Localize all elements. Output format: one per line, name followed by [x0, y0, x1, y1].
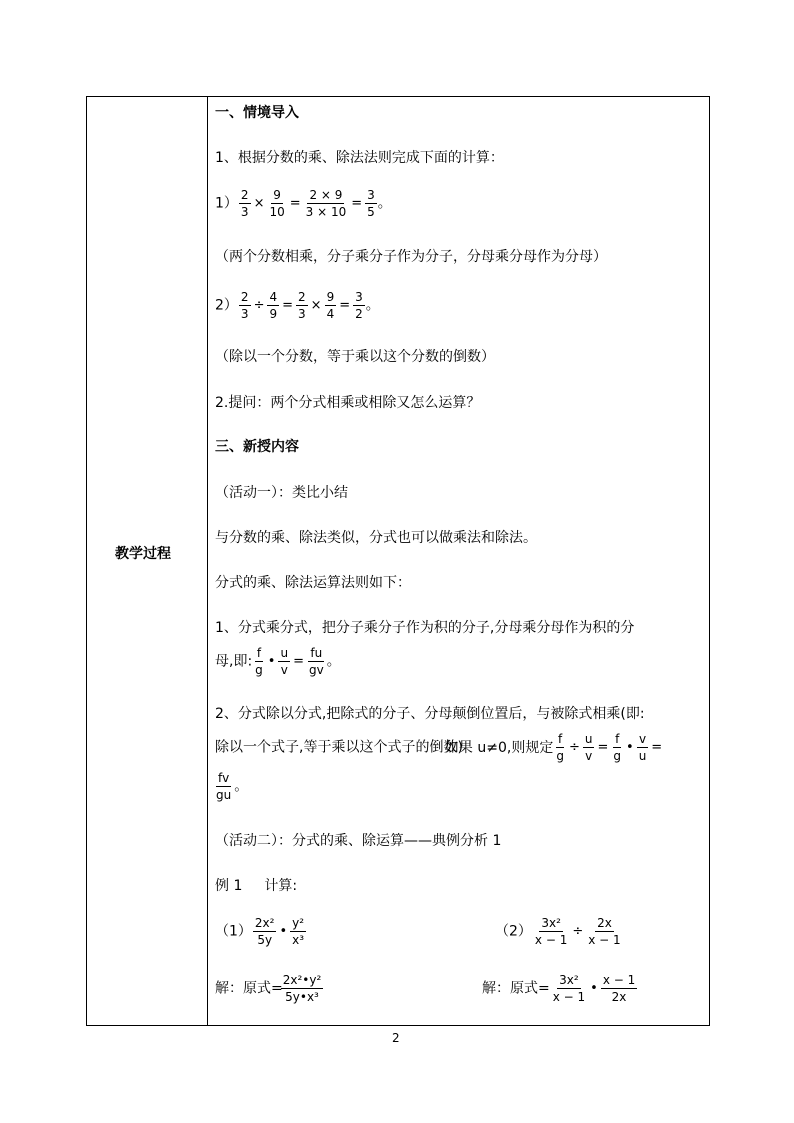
activity-2-title: （活动二）：分式的乘、除运算——典例分析 1 [215, 833, 502, 849]
fraction: $\frac{\text{y²}}{\text{x³}}$ [292, 916, 305, 947]
fraction: $\frac{u}{v}$ [280, 646, 289, 677]
column-divider [207, 96, 208, 1026]
rule-1-line-1: 1、分式乘分式，把分子乘分子作为积的分子,分母乘分母作为积的分 [215, 620, 635, 636]
page-number: 2 [392, 1031, 400, 1045]
fraction: $\frac{f}{g}$ [613, 732, 622, 763]
fraction: $\frac{9}{4}$ [326, 290, 335, 321]
table-frame [86, 96, 710, 1026]
fraction: $\frac{2 \times 9}{3 \times 10}$ [305, 188, 347, 219]
side-label: 教学过程 [115, 546, 171, 562]
fraction: $\frac{fv}{gu}$ [216, 771, 232, 802]
fraction: $\frac{v}{u}$ [638, 732, 647, 763]
fraction: $\frac{\text{3x²}}{x - 1}$ [552, 973, 586, 1004]
example-1-problem: （1） $\frac{\text{2x²}}{5y}$ • $\frac{\text{y²}}{\text{x³}}$ [215, 916, 305, 947]
section-heading-1: 一、情境导入 [215, 105, 299, 121]
activity-1-title: （活动一）：类比小结 [215, 485, 348, 501]
paragraph-2: 分式的乘、除法运算法则如下： [215, 575, 411, 591]
solution-1: 解：原式= $\frac{\text{2x²•y²}}{\text{5y•x³}}$ [215, 973, 322, 1004]
rule-2-result: $\frac{fv}{gu}$ 。 [216, 771, 249, 802]
fraction: $\frac{3}{5}$ [367, 188, 375, 219]
eq2-prefix: 2） [215, 297, 238, 314]
fraction: $\frac{\text{2x²}}{5y}$ [254, 916, 275, 947]
question-text: 2.提问：两个分式相乘或相除又怎么运算？ [215, 395, 481, 411]
note-1: （两个分数相乘，分子乘分子作为分子，分母乘分母作为分母） [215, 249, 607, 265]
rule-2-line-1: 2、分式除以分式,把除式的分子、分母颠倒位置后，与被除式相乘(即: [215, 706, 645, 722]
fraction: $\frac{4}{9}$ [269, 290, 278, 321]
rule-2-line-2: 除以一个式子,等于乘以这个式子的倒数)如果 u≠0,则规定 $\frac{f}{g}$ ÷ $\frac{u}{v}$ = $\frac{f}{g}$ • $\frac{v}{u}$ = [215, 732, 663, 763]
example-2-problem: （2） $\frac{\text{3x²}}{x - 1}$ ÷ $\frac{2x}{x - 1}$ [495, 916, 621, 947]
paragraph-1: 与分数的乘、除法类似，分式也可以做乘法和除法。 [215, 530, 537, 546]
section-heading-3: 三、新授内容 [215, 439, 299, 455]
fraction: $\frac{f}{g}$ [556, 732, 564, 763]
equation-1: 1） $\frac{2}{3}$ × $\frac{9}{10}$ = $\frac{2 \times 9}{3 \times 10}$ = $\frac{3}{5}$ 。 [215, 188, 392, 219]
item-1-text: 1、根据分数的乘、除法法则完成下面的计算： [215, 150, 504, 166]
fraction: $\frac{u}{v}$ [584, 732, 593, 763]
solution-2: 解：原式= $\frac{\text{3x²}}{x - 1}$ • $\frac{x - 1}{2x}$ [482, 973, 636, 1004]
eq1-prefix: 1） [215, 195, 238, 212]
fraction: $\frac{fu}{gv}$ [308, 646, 324, 677]
equation-2: 2） $\frac{2}{3}$ ÷ $\frac{4}{9}$ = $\frac{2}{3}$ × $\frac{9}{4}$ = $\frac{3}{2}$ 。 [215, 290, 380, 321]
fraction: $\frac{2}{3}$ [298, 290, 306, 321]
rule-1-line-2: 母,即: $\frac{f}{g}$ • $\frac{u}{v}$ = $\frac{fu}{gv}$ 。 [215, 646, 341, 677]
fraction: $\frac{x - 1}{2x}$ [602, 973, 636, 1004]
fraction: $\frac{f}{g}$ [255, 646, 263, 677]
fraction: $\frac{2}{3}$ [240, 188, 249, 219]
fraction: $\frac{\text{2x²•y²}}{\text{5y•x³}}$ [282, 973, 322, 1004]
note-2: （除以一个分数，等于乘以这个分数的倒数） [215, 349, 495, 365]
fraction: $\frac{2x}{x - 1}$ [588, 916, 621, 947]
fraction: $\frac{9}{10}$ [269, 188, 285, 219]
fraction: $\frac{3}{2}$ [355, 290, 363, 321]
example-label: 例 1 计算: [215, 878, 298, 894]
fraction: $\frac{2}{3}$ [240, 290, 249, 321]
fraction: $\frac{\text{3x²}}{x - 1}$ [534, 916, 568, 947]
